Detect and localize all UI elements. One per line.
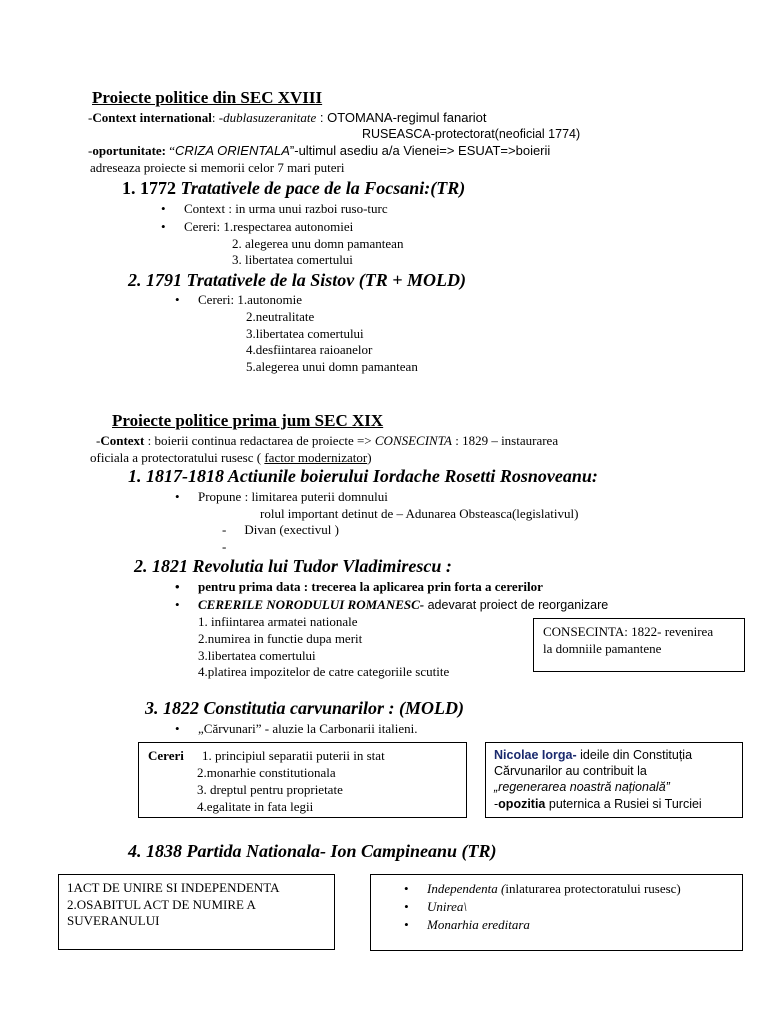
cereri-1772-3: 3. libertatea comertului	[232, 252, 353, 267]
iorga-dash: -	[494, 797, 499, 811]
bullet-context-1772: • Context : in urma unui razboi ruso-turc	[184, 201, 388, 217]
heading-1791: 2. 1791 Tratativele de la Sistov (TR + MOLD)	[128, 270, 467, 290]
act-unire-box	[58, 874, 335, 950]
consecinta-line1: CONSECINTA: 1822- revenirea	[543, 624, 714, 639]
opp-rest: ”-ultimul asediu a/a Vienei=> ESUAT=>boierii	[289, 143, 551, 158]
bullet-prima-data: • pentru prima data : trecerea la aplicarea prin forta a cererilor	[198, 579, 543, 595]
section-title-sec19: Proiecte politice prima jum SEC XIX	[112, 411, 384, 430]
iorga-line3: „regenerarea noastră națională”	[494, 780, 670, 794]
divan-text: Divan (exectivul )	[244, 522, 339, 537]
cereri-1791-2: 2.neutralitate	[246, 309, 315, 324]
dash1: -	[222, 522, 227, 537]
opp-quote: “	[166, 143, 176, 158]
consecinta-box	[533, 618, 745, 672]
heading-1822: 3. 1822 Constitutia carvunarilor : (MOLD)	[145, 698, 465, 718]
propune-sub1: rolul important detinut de – Adunarea Obsteasca(legislativul)	[260, 506, 579, 521]
opp-label: oportunitate:	[92, 143, 167, 158]
context-italic: dublasuzeranitate	[223, 110, 317, 125]
cererile-rest: adevarat proiect de reorganizare	[424, 598, 609, 612]
cereri-3: 3. dreptul pentru proprietate	[197, 782, 343, 797]
independenta-rest: inlaturarea protectoratului rusesc)	[505, 881, 681, 896]
cereri-1772-2: 2. alegerea unu domn pamantean	[232, 236, 404, 251]
bullet-propune: • Propune : limitarea puterii domnului	[198, 489, 388, 505]
bullet-carvunari: • „Cărvunari” - aluzie la Carbonarii italieni.	[198, 721, 417, 737]
context19-label: Context	[100, 433, 145, 448]
program-monarhia: • Monarhia ereditara	[427, 917, 530, 933]
iorga-line2: Cărvunarilor au contribuit la	[494, 764, 647, 778]
iorga-line1	[494, 748, 692, 762]
iorga-line4	[494, 797, 702, 811]
iorga-opozitia: opozitia	[498, 797, 546, 811]
context-sep: : -	[211, 110, 224, 125]
context19-italic: CONSECINTA	[374, 433, 452, 448]
consecinta-line2: la domniile pamantene	[543, 641, 662, 656]
program-independenta	[427, 881, 681, 897]
heading-1821: 2. 1821 Revolutia lui Tudor Vladimirescu :	[134, 556, 452, 576]
cereri-1791-4: 4.desfiintarea raioanelor	[246, 342, 373, 357]
opp-line2: adreseaza proiecte si memorii celor 7 mari puteri	[90, 160, 345, 175]
context19-rest: : 1829 – instaurarea	[451, 433, 559, 448]
context19-line2	[90, 450, 372, 466]
opp-italic: CRIZA ORIENTALA	[175, 143, 290, 158]
cereri-1791-3: 3.libertatea comertului	[246, 326, 364, 341]
cerere-1821-2: 2.numirea in functie dupa merit	[198, 631, 363, 646]
cereri-1791-5: 5.alegerea unui domn pamantean	[246, 359, 418, 374]
context19-line2a: oficiala a protectoratului rusesc (	[90, 450, 265, 465]
iorga-text4: puternica a Rusiei si Turciei	[545, 797, 702, 811]
cereri-box	[138, 742, 467, 818]
cereri-4: 4.egalitate in fata legii	[197, 799, 314, 814]
act-line1: 1ACT DE UNIRE SI INDEPENDENTA	[67, 880, 280, 895]
context-line2: RUSEASCA-protectorat(neoficial 1774)	[362, 127, 581, 141]
iorga-name: Nicolae Iorga-	[494, 748, 577, 762]
bullet-cererile	[198, 597, 608, 613]
iorga-text1: ideile din Constituția	[576, 748, 693, 762]
context-rest: : OTOMANA-regimul fanariot	[316, 110, 487, 125]
act-line3: SUVERANULUI	[67, 913, 160, 928]
dash-divan	[222, 522, 339, 538]
bullet-cereri-1791: • Cereri: 1.autonomie	[198, 292, 302, 308]
section-title-sec18: Proiecte politice din SEC XVIII	[92, 88, 323, 107]
cereri-2: 2.monarhie constitutionala	[197, 765, 336, 780]
program-box	[370, 874, 743, 951]
bullet-cereri-1772: • Cereri: 1.respectarea autonomiei	[184, 219, 353, 235]
heading-1772	[122, 178, 465, 199]
context-international-line: -Context international: -dublasuzeranitate : OTOMANA-regimul fanariot	[88, 110, 487, 125]
heading-1817: 1. 1817-1818 Actiunile boierului Iordache Rosetti Rosnoveanu:	[128, 466, 598, 486]
program-unirea: • Unirea\	[427, 899, 467, 915]
heading-1838: 4. 1838 Partida Nationala- Ion Campineanu (TR)	[128, 841, 497, 861]
context19-line2b: )	[367, 450, 372, 465]
cererile-italic: CERERILE NORODULUI ROMANESC-	[198, 597, 425, 612]
heading-1772-num: 1. 1772	[122, 178, 181, 198]
dash-empty: -	[222, 539, 227, 554]
act-line2: 2.OSABITUL ACT DE NUMIRE A	[67, 897, 256, 912]
cerere-1821-4: 4.platirea impozitelor de catre categoriile scutite	[198, 664, 450, 679]
context-sec19-line: -Context : boierii continua redactarea de proiecte => CONSECINTA : 1829 – instaurarea	[96, 433, 559, 448]
oportunitate-line: -oportunitate: “CRIZA ORIENTALA”-ultimul asediu a/a Vienei=> ESUAT=>boierii	[88, 143, 551, 158]
iorga-box	[485, 742, 743, 818]
context-label: Context international	[92, 110, 212, 125]
context19-text: : boierii continua redactarea de proiecte =>	[144, 433, 375, 448]
independenta-italic: Independenta (	[427, 881, 506, 896]
cereri-1: 1. principiul separatii puterii in stat	[202, 748, 385, 763]
factor-modernizator: factor modernizator	[264, 450, 368, 465]
heading-1772-title: Tratativele de pace de la Focsani:(TR)	[180, 178, 466, 198]
cerere-1821-1: 1. infiintarea armatei nationale	[198, 614, 358, 629]
cereri-label: Cereri	[148, 748, 184, 763]
cerere-1821-3: 3.libertatea comertului	[198, 648, 316, 663]
